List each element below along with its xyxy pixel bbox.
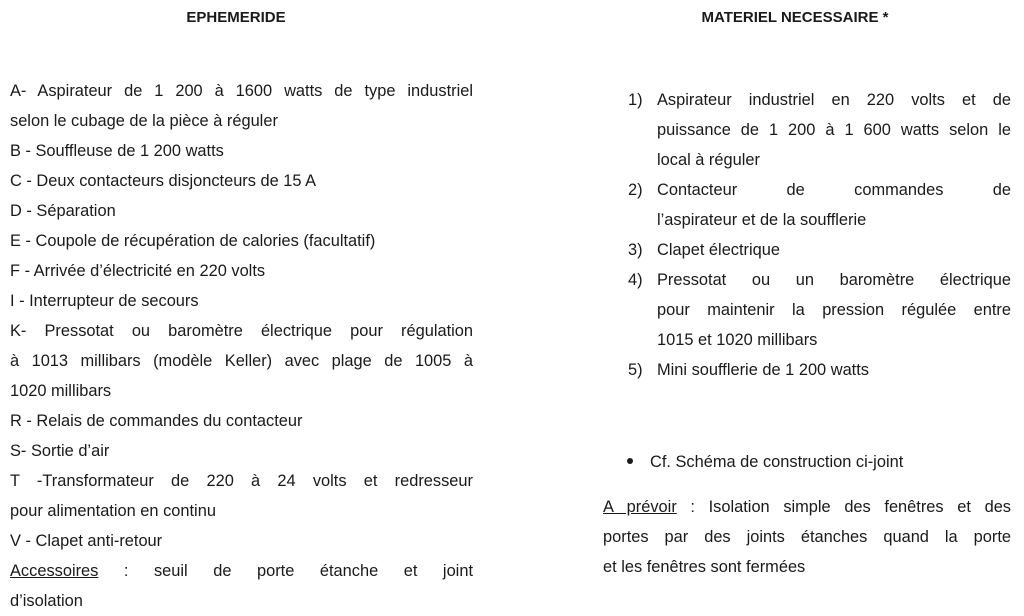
item-line: Clapet électrique xyxy=(657,241,781,259)
legend-item-i: I - Interrupteur de secours xyxy=(10,292,199,310)
legend-item-k-line1: K- Pressotat ou baromètre électrique pour régulation xyxy=(10,322,473,340)
schema-reference xyxy=(627,447,903,477)
accessories-line1 xyxy=(10,556,473,586)
materiel-item-4 xyxy=(628,265,1011,355)
item-line: pour maintenir la pression régulée entre xyxy=(657,301,1011,319)
accessories-text: seuil de porte étanche et joint xyxy=(153,562,473,580)
note-line2: portes par des joints étanches quand la porte xyxy=(603,528,1011,546)
materiel-item-2 xyxy=(628,175,1011,235)
schema-reference-text: Cf. Schéma de construction ci-joint xyxy=(650,453,904,471)
ephemeride-title: EPHEMERIDE xyxy=(186,9,286,26)
legend-item-d: D - Séparation xyxy=(10,202,116,220)
legend-item-a-line1: A- Aspirateur de 1 200 à 1600 watts de type industriel xyxy=(10,82,473,100)
legend-item-k-line3: 1020 millibars xyxy=(10,382,112,400)
a-prevoir-note xyxy=(603,492,1011,582)
materiel-necessaire-title: MATERIEL NECESSAIRE * xyxy=(701,9,889,26)
legend-item-f: F - Arrivée d’électricité en 220 volts xyxy=(10,262,266,280)
item-number: 2) xyxy=(628,181,643,199)
legend-item-s: S- Sortie d’air xyxy=(10,442,110,460)
item-line: local à réguler xyxy=(657,151,760,169)
legend-item-v: V - Clapet anti-retour xyxy=(10,532,163,550)
item-line: Pressotat ou un baromètre électrique xyxy=(657,271,1011,289)
note-text: : Isolation simple des fenêtres et des xyxy=(676,498,1011,516)
item-line: Contacteur de commandes de xyxy=(657,181,1011,199)
legend-item-c: C - Deux contacteurs disjoncteurs de 15 A xyxy=(10,172,317,190)
note-line1 xyxy=(603,492,1011,522)
item-line: 1015 et 1020 millibars xyxy=(657,331,818,349)
legend-item-t-line1: T -Transformateur de 220 à 24 volts et redresseur xyxy=(10,472,473,490)
item-number: 1) xyxy=(628,91,643,109)
materiel-list xyxy=(628,85,1011,385)
item-line: Aspirateur industriel en 220 volts et de xyxy=(657,91,1011,109)
item-line: puissance de 1 200 à 1 600 watts selon le xyxy=(657,121,1011,139)
note-line3: et les fenêtres sont fermées xyxy=(603,558,806,576)
accessories-separator: : xyxy=(98,562,129,580)
item-line: Mini soufflerie de 1 200 watts xyxy=(657,361,869,379)
legend-item-b: B - Souffleuse de 1 200 watts xyxy=(10,142,224,160)
item-number: 3) xyxy=(628,241,643,259)
materiel-item-1 xyxy=(628,85,1011,175)
accessories-line2: d’isolation xyxy=(10,592,83,610)
item-number: 4) xyxy=(628,271,643,289)
item-number: 5) xyxy=(628,361,643,379)
legend-item-r: R - Relais de commandes du contacteur xyxy=(10,412,303,430)
materiel-item-3 xyxy=(628,235,1011,265)
ephemeride-legend xyxy=(10,76,473,616)
legend-item-a-line2: selon le cubage de la pièce à réguler xyxy=(10,112,278,130)
item-line: l’aspirateur et de la soufflerie xyxy=(657,211,867,229)
materiel-item-5 xyxy=(628,355,1011,385)
legend-item-t-line2: pour alimentation en continu xyxy=(10,502,216,520)
bullet-icon xyxy=(627,458,633,464)
a-prevoir-label: A prévoir xyxy=(603,498,677,516)
accessories-label: Accessoires xyxy=(10,562,99,580)
legend-item-k-line2: à 1013 millibars (modèle Keller) avec plage de 1005 à xyxy=(10,352,473,370)
legend-item-e: E - Coupole de récupération de calories (facultatif) xyxy=(10,232,376,250)
